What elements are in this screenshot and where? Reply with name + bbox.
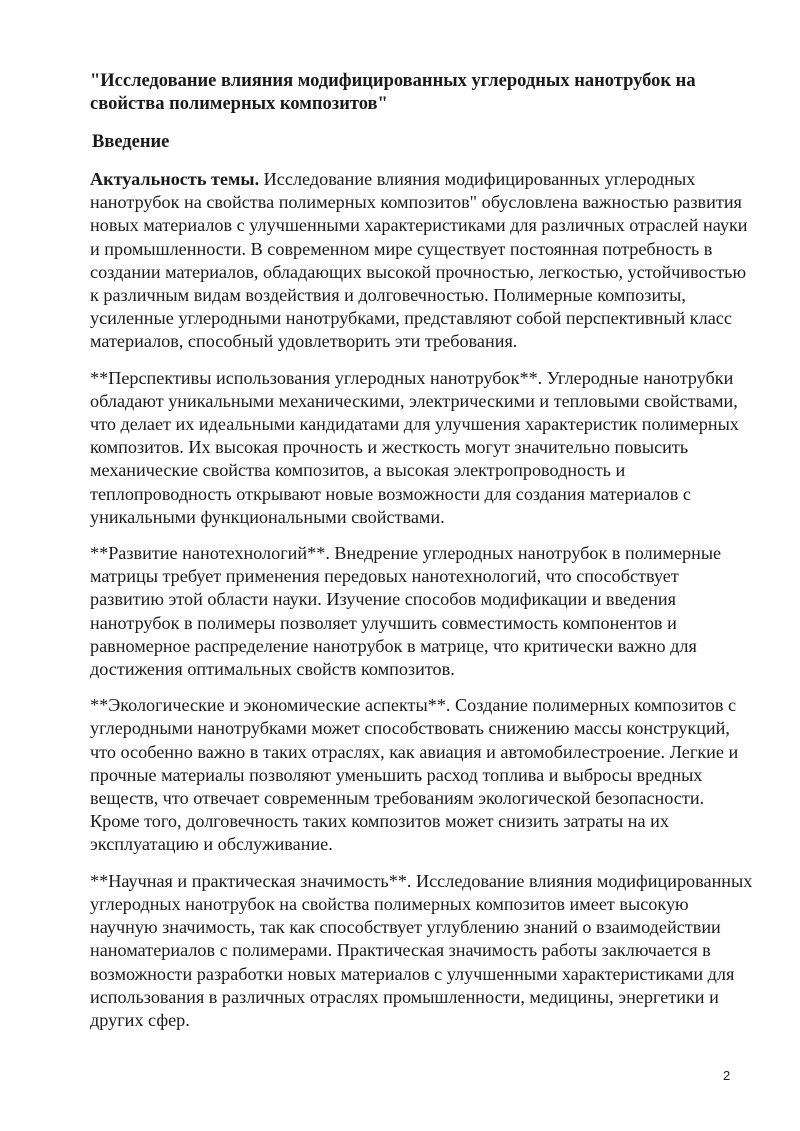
section-heading: Введение [92,132,170,152]
paragraph-text: Исследование влияния модифицированных углеродных нанотрубок на свойства полимерных композитов" обусловлена важностью развития новых материалов с улучшенными характеристиками для различных отраслей науки и промышленности. В современном мире существует постоянная потребность в создании материалов, обладающих высокой прочностью, легкостью, устойчивостью к различным видам воздействия и долговечностью. Полимерные композиты, усиленные углеродными нанотрубками, представляют собой перспективный класс материалов, способный удовлетворить эти требования. [90,169,748,352]
paragraph-ecology: **Экологические и экономические аспекты**. Создание полимерных композитов с углеродными нанотрубками может способствовать снижению массы конструкций, что особенно важно в таких отраслях, как авиация и автомобилестроение. Легкие и прочные материалы позволяют уменьшить расход топлива и выбросы вредных веществ, что отвечает современным требованиям экологической безопасности. Кроме того, долговечность таких композитов может снизить затраты на их эксплуатацию и обслуживание. [90,695,739,855]
paragraph-nanotech: **Развитие нанотехнологий**. Внедрение углеродных нанотрубок в полимерные матрицы требует применения передовых нанотехнологий, что способствует развитию этой области науки. Изучение способов модификации и введения нанотрубок в полимеры позволяет улучшить совместимость компонентов и равномерное распределение нанотрубок в матрице, что критически важно для достижения оптимальных свойств композитов. [90,543,722,680]
page-number: 2 [723,1068,731,1083]
document-title: "Исследование влияния модифицированных углеродных нанотрубок на свойства полимерных композитов" [90,71,696,114]
paragraph-significance: **Научная и практическая значимость**. Исследование влияния модифицированных углеродных нанотрубок на свойства полимерных композитов имеет высокую научную значимость, так как способствует углублению знаний о взаимодействии наноматериалов с полимерами. Практическая значимость работы заключается в возможности разработки новых материалов с улучшенными характеристиками для использования в различных отраслях промышленности, медицины, энергетики и других сфер. [90,870,753,1030]
paragraph-lead: Актуальность темы. [90,169,260,189]
document-page [90,70,755,1045]
paragraph-relevance [90,168,755,354]
paragraph-prospects: **Перспективы использования углеродных нанотрубок**. Углеродные нанотрубки обладают уникальными механическими, электрическими и тепловыми свойствами, что делает их идеальными кандидатами для улучшения характеристик полимерных композитов. Их высокая прочность и жесткость могут значительно повысить механические свойства композитов, а высокая электропроводность и теплопроводность открывают новые возможности для создания материалов с уникальными функциональными свойствами. [90,367,739,527]
